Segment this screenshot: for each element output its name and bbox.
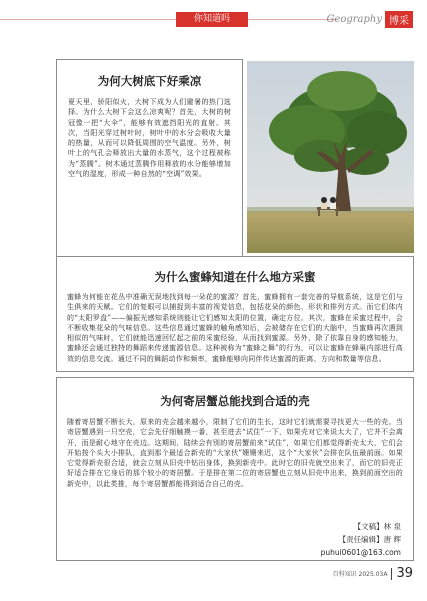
article-body: 蜜蜂为何能在花丛中准确无误地找到每一朵花的蜜源？首先，蜜蜂拥有一套完善的导航系统，这是它们与生俱来的天赋。它们的复眼可以捕捉到丰富的视觉信息，包括花朵的颜色、形状和排列方式。而它们体内的“太阳罗盘”——偏振光感知系统则能让它们感知太阳的位置，确定方位。其次，蜜蜂在采蜜过程中，会不断收集花朵的气味信息。这些信息通过蜜蜂的触角感知后，会被储存在它们的大脑中，当蜜蜂再次遇到相似的气味时，它们就能迅速回忆起之前的采蜜经验，从而找到蜜源。另外，除了依靠自身的感知能力，蜜蜂还会通过独特的舞蹈来传递蜜源信息。这种被称为“蜜蜂之舞”的行为，可以让蜜蜂在蜂巢内部进行高效的信息交流。通过不同的舞蹈动作和频率，蜜蜂能够向同伴传达蜜源的距离、方向和数量等信息。 xyxy=(67,293,403,363)
article-title: 为什么蜜蜂知道在什么地方采蜜 xyxy=(154,270,316,284)
writer-credit: 【文稿】林 泉 xyxy=(353,522,401,531)
article-hermit-crab xyxy=(56,377,414,561)
magazine-issue: 百科知识 2025.03A xyxy=(332,571,388,578)
article-title: 为何大树底下好乘凉 xyxy=(97,74,202,88)
page-footer xyxy=(333,566,413,581)
column-label-cn: 博采 xyxy=(385,11,413,28)
article-bee-nectar xyxy=(56,256,414,372)
header-rule-left xyxy=(0,19,176,20)
header-rule-right xyxy=(248,19,338,20)
article-title: 为何寄居蟹总能找到合适的壳 xyxy=(160,394,310,408)
article-tree-shade xyxy=(56,59,243,257)
editor-credit: 【责任编辑】唐 辉 xyxy=(338,535,401,544)
article-body: 夏天里，骄阳似火，大树下成为人们避暑的热门选择。为什么大树下会这么凉爽呢？首先，大树的树冠像一把“大伞”，能够有效遮挡阳光的直射。其次，当阳光穿过树叶时，树叶中的水分会吸收大量的热量，从而可以降低周围的空气温度。另外，树叶上的气孔会释放出大量的水蒸气，这个过程被称为“蒸腾”。树木通过蒸腾作用释放的水分能够增加空气的湿度，形成一种自然的“空调”效果。 xyxy=(68,98,231,179)
article-body: 随着寄居蟹不断长大，原来的壳会越来越小，限制了它们的生长，这时它们就需要寻找更大一些的壳。当寄居蟹遇到一只空壳，它会先仔细触摸一番，甚至进去“试住”一下，如果壳对它来说太大了，它并不会离开，而是耐心地守在壳边。这期间，陆续会有别的寄居蟹前来“试住”，如果它们都觉得新壳太大，它们会开始按个头大小排队，直到那个最适合新壳的“大家伙”姗姗来迟，这个“大家伙”会排在队伍最前面。如果它觉得新壳很合适，就会立刻从旧壳中钻出身体，换到新壳中。此时它的旧壳就空出来了，而它的旧壳正好适合排在它身后的那个较小的寄居蟹。于是排在第二位的寄居蟹也立刻从旧壳中出来，换到前面空出的新壳中，以此类推，每个寄居蟹都能得到适合自己的壳。 xyxy=(67,418,403,488)
page-number: 39 xyxy=(396,566,413,581)
tree-illustration xyxy=(247,61,414,253)
tree-photo xyxy=(247,61,414,253)
editor-email: puhui0601@163.com xyxy=(320,548,401,557)
section-tag: 你知道吗 xyxy=(176,12,248,27)
footer-divider xyxy=(391,568,392,580)
column-label-en: Geography xyxy=(326,13,382,25)
column-label xyxy=(326,10,413,28)
